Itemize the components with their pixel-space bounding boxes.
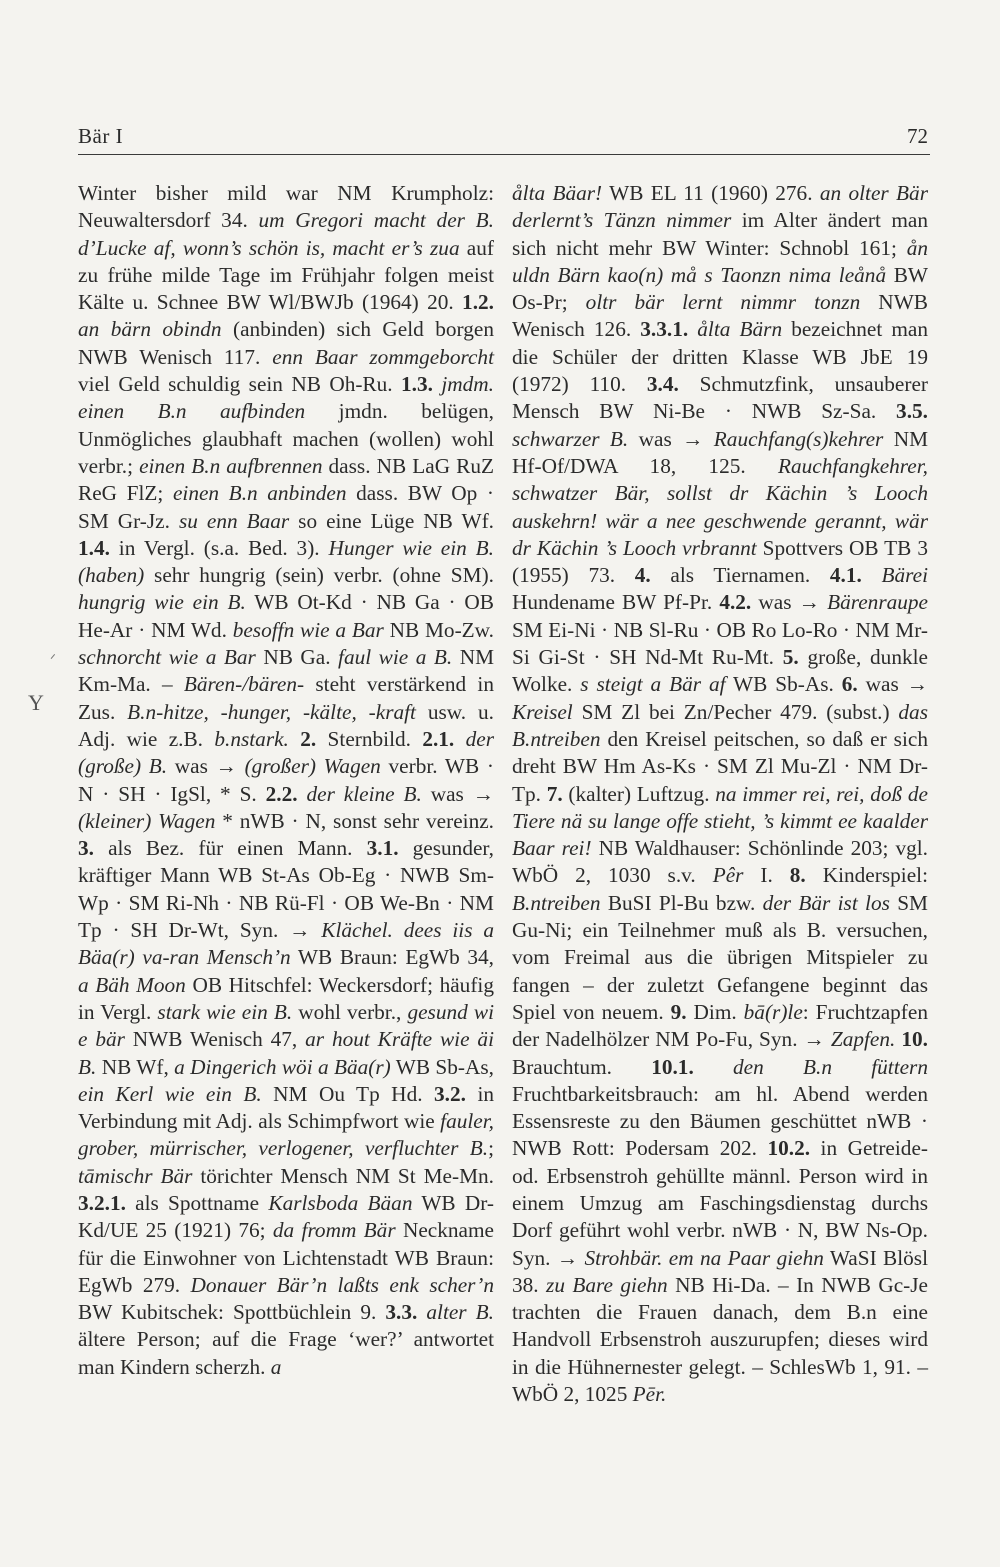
page-number: 72 [907, 124, 928, 148]
left-column-segment: 3.2. [434, 1081, 466, 1106]
left-column-segment: usw. u. Adj. wie z.B. [78, 699, 494, 751]
right-column-segment: 10. [901, 1027, 928, 1052]
left-column-segment: a [270, 1354, 282, 1379]
right-column-segment: das B.ntreiben [512, 699, 928, 751]
left-column-segment: 2.2. [265, 781, 298, 806]
left-column-segment: Klächel. dees iis a Bäa(r) va-ran Mensch’n [78, 918, 494, 970]
right-column-segment: Brauchtum. [512, 1054, 652, 1079]
right-column-segment: 4.1. [829, 563, 862, 588]
right-column-segment: Dim. [686, 999, 744, 1024]
left-column-segment: ein Kerl wie ein B. [78, 1081, 262, 1106]
margin-tick-mark: ᐟ [50, 653, 56, 668]
left-column-segment: NB Wf, [96, 1054, 175, 1079]
right-column-segment: zu Bare giehn [546, 1272, 668, 1297]
right-column-segment: im Alter ändert man sich nicht mehr BW Winter: Schnobl 161; [512, 208, 928, 260]
left-column-segment: (großer) Wagen [244, 754, 381, 779]
right-column-segment: bā(r)le [743, 999, 803, 1024]
left-column-segment: b.nstark. [214, 726, 289, 751]
right-column-segment: WaSI Blösl 38. [512, 1245, 929, 1297]
right-column-segment: WB Sb-As. [725, 672, 842, 697]
left-column-segment: gesund wi e bär [78, 999, 494, 1052]
right-column-segment: bezeichnet man die Schüler der dritten Klasse WB JbE 19 (1972) 110. [512, 317, 928, 397]
left-column-segment: Karlsboda Bäan [268, 1190, 413, 1215]
left-column-segment: 1.2. [462, 290, 494, 315]
left-column-segment: WB Dr-Kd/UE 25 (1921) 76; [78, 1190, 494, 1243]
right-column-segment: was → [751, 590, 828, 615]
right-column-segment: 10.2. [767, 1136, 811, 1161]
running-header [78, 124, 930, 155]
left-column-segment: einen B.n aufbrennen [139, 453, 323, 478]
left-column-segment: NWB Wenisch 47, [124, 1027, 306, 1052]
left-column-segment: fauler, grober, mürrischer, verlogener, verfluchter B. [78, 1109, 494, 1161]
right-column-segment: Zapfen. [830, 1027, 896, 1052]
left-column-segment: NB Ga. [255, 645, 339, 670]
left-column-segment: BW Kubitschek: Spottbüchlein 9. [78, 1300, 386, 1325]
left-column-segment: (anbinden) sich Geld borgen NWB Wenisch 117. [78, 317, 494, 369]
right-column-segment: Pêr [712, 863, 744, 888]
left-column-segment: 1.3. [401, 372, 433, 397]
left-column-segment: dass. BW Op · SM Gr-Jz. [78, 481, 495, 533]
right-column-segment: SM Ei-Ni · NB Sl-Ru · OB Ro Lo-Ro · NM Mr-Si Gi-St · SH Nd-Mt Ru-Mt. [512, 617, 928, 670]
left-column-segment: OB Hitschfel: Weckersdorf; häufig in Vergl. [78, 972, 494, 1024]
right-column-segment: SM Gu-Ni; ein Teilnehmer muß als B. versuchen, vom Freimal aus die übrigen Mitspieler zu fangen – der zuletzt Gefangene beginnt das Spiel von neuem. [512, 890, 928, 1024]
right-column-segment: NB Hi-Da. – In NWB Gc-Je trachten die Frauen danach, dem B.n eine Handvoll Erbsenstroh auszurupfen; dieses wird in die Hühnernester gelegt. – SchlesWb 1, 91. – WbÖ 2, 1025 [512, 1272, 928, 1407]
right-column-segment: was → [628, 426, 714, 451]
left-column-segment: in Vergl. (s.a. Bed. 3). [109, 535, 329, 560]
right-column-segment: was → [857, 672, 928, 697]
right-column-segment: 7. [546, 781, 563, 806]
left-column-segment: WB Sb-As, [390, 1054, 494, 1079]
left-column-segment: Sternbild. [316, 726, 423, 751]
left-column-segment: alter B. [426, 1300, 494, 1325]
right-column-segment: Kreisel [512, 699, 573, 724]
right-column-segment: Hundename BW Pf-Pr. [512, 590, 720, 615]
left-column-segment: an bärn obindn [78, 317, 222, 342]
left-column-segment: einen B.n anbinden [172, 481, 347, 506]
left-column-segment: sehr hungrig (sein) verbr. (ohne SM). [144, 563, 494, 588]
right-column-segment: NB Waldhauser: Schönlinde 203; vgl. WbÖ 2, 1030 s.v. [512, 836, 928, 888]
right-column-segment: : Fruchtzapfen der Nadelhölzer NM Po-Fu, Syn. → [512, 999, 928, 1052]
left-column-segment: wohl verbr., [292, 999, 408, 1024]
right-column-segment: oltr bär lernt nimmr tonzn [585, 290, 861, 315]
left-column-segment: schnorcht wie a Bar [78, 645, 256, 670]
right-column-segment: BuSI Pl-Bu bzw. [600, 890, 763, 915]
left-column-segment: als Bez. für einen Mann. [93, 836, 367, 861]
right-column-segment: Bärenraupe [827, 590, 929, 615]
left-column-segment [454, 727, 465, 751]
right-column-segment: (kalter) Luftzug. [562, 781, 716, 806]
right-column-segment: als Tiernamen. [650, 563, 830, 588]
left-column-segment: um Gregori macht der B. d’Lucke af, wonn’s schön is, macht er’s zua [78, 208, 494, 260]
left-column-segment: der (große) B. [78, 726, 494, 779]
left-column-segment: Hunger wie ein B. (haben) [78, 535, 495, 588]
right-column-segment [862, 563, 882, 587]
right-column-segment: BW Os-Pr; [512, 262, 928, 315]
right-column-text [512, 180, 928, 1408]
left-column-segment: stark wie ein B. [157, 999, 293, 1024]
left-column-segment: NB Mo-Zw. [383, 617, 494, 642]
left-column-segment: jmdm. einen B.n aufbinden [78, 372, 494, 424]
left-column-segment: NM Ou Tp Hd. [261, 1081, 435, 1106]
right-column-segment: NM Hf-Of/DWA 18, 125. [512, 426, 929, 478]
margin-cross-mark: Y [28, 690, 44, 715]
left-column-segment: was → [167, 754, 245, 779]
left-column-segment: faul wie a B. [338, 645, 453, 670]
left-column-segment: ; [488, 1136, 494, 1161]
left-column-text [78, 180, 494, 1381]
right-column-segment: Pēr. [632, 1382, 667, 1407]
entry-title: Bär I [78, 124, 124, 148]
right-column-segment: NWB Wenisch 126. [512, 290, 928, 342]
left-column-segment: Neckname für die Einwohner von Lichtenstadt WB Braun: EgWb 279. [78, 1218, 494, 1297]
right-column-segment: den B.n füttern [733, 1054, 928, 1079]
right-column-segment: ån uldn Bärn kao(n) må s Taonzn nima leånå [512, 235, 928, 287]
left-column-segment: NM Km-Ma. – [78, 645, 495, 697]
right-column-segment: den Kreisel peitschen, so daß er sich dreht BW Hm As-Ks · SM Zl Mu-Zl · NM Dr-Tp. [512, 726, 928, 806]
right-column-segment: 4.2. [719, 590, 752, 615]
right-column-segment: 3.3.1. [640, 317, 689, 342]
left-column-segment: a Dingerich wöi a Bäa(r) [174, 1054, 391, 1079]
left-column-segment: hungrig wie ein B. [78, 590, 246, 615]
right-column-segment: Kinderspiel: [805, 863, 928, 888]
left-column-segment: auf zu frühe milde Tage im Frühjahr folgen meist Kälte u. Schnee BW Wl/BWJb (1964) 20. [78, 235, 494, 315]
right-column-segment: große, dunkle Wolke. [512, 645, 928, 697]
left-column-segment: su enn Baar [178, 508, 290, 533]
right-column-segment: schwarzer B. [512, 426, 629, 451]
left-column-segment: 3.1. [366, 836, 399, 861]
right-column-segment: an olter Bär derlernt’s Tänzn nimmer [512, 181, 928, 233]
right-column-segment: Fruchtbarkeitsbrauch: am hl. Abend werden Essensreste zu den Bäumen geschüttet nWB · NWB Rott: Podersam 202. [512, 1081, 928, 1161]
left-column-segment: 3. [78, 836, 94, 861]
left-column-segment: tāmischr Bär [78, 1163, 193, 1188]
left-column-segment: 3.3. [385, 1300, 418, 1325]
right-column-segment: in Getreide- od. Erbsenstroh gehüllte männl. Person wird in einem Umzug am Faschingsdienstag durchs Dorf geführt wohl verbr. nWB · N, BW Ns-Op. Syn. → [512, 1136, 928, 1270]
left-column-segment: was → [421, 781, 494, 806]
right-column-segment [688, 317, 697, 341]
left-column-segment: WB Braun: EgWb 34, [290, 945, 494, 970]
left-column-segment: ältere Person; auf die Frage ‘wer?’ antwortet man Kindern scherzh. [78, 1327, 494, 1379]
left-column-segment: besoffn wie a Bar [232, 617, 384, 642]
left-column-segment: viel Geld schuldig sein NB Oh-Ru. [78, 372, 401, 397]
right-column-segment: 9. [670, 999, 687, 1024]
right-column-segment: I. [743, 863, 790, 888]
left-column-segment: 3.2.1. [78, 1190, 126, 1215]
left-column-segment: der kleine B. [306, 781, 422, 806]
right-column-segment: WB EL 11 (1960) 276. [602, 181, 820, 205]
right-column-segment: Spottvers OB TB 3 (1955) 73. [512, 535, 928, 588]
right-column-segment: 3.5. [896, 399, 928, 424]
left-column-segment: jmdn. belügen, Unmögliches glaubhaft machen (wollen) wohl verbr.; [78, 399, 494, 478]
left-column-segment: dass. NB LaG RuZ ReG FlZ; [78, 453, 494, 506]
left-column-segment: so eine Lüge NB Wf. [289, 508, 494, 533]
left-column-segment: ar hout Kräfte wie äi B. [78, 1027, 494, 1079]
right-column-segment: Rauchfang(s)kehrer [713, 426, 884, 451]
left-column-segment: steht verstärkend in Zus. [78, 672, 494, 724]
left-column-segment: Donauer Bär’n laßts enk scher’n [190, 1272, 495, 1297]
right-column-segment: ålta Bärn [697, 317, 783, 342]
left-column-segment: a Bäh Moon [78, 972, 186, 997]
right-column-segment: Bärei [881, 563, 928, 588]
right-column-segment: 6. [841, 672, 858, 697]
right-column-segment: 3.4. [646, 372, 679, 397]
left-column-segment [289, 727, 300, 751]
left-column-segment: 2. [300, 726, 317, 751]
left-column-segment: B.n-hitze, -hunger, -kälte, -kraft [127, 699, 416, 724]
left-column-segment: törichter Mensch NM St Me-Mn. [192, 1163, 495, 1188]
right-column-segment: Strohbär. em na Paar giehn [584, 1245, 824, 1270]
right-column-segment: SM Zl bei Zn/Pecher 479. (subst.) [572, 699, 899, 724]
left-column-segment: in Verbindung mit Adj. als Schimpfwort wie [78, 1081, 495, 1134]
left-column-segment: verbr. WB · N · SH · IgSl, * S. [78, 754, 495, 806]
right-column-segment: 4. [634, 563, 651, 588]
left-column-segment: (kleiner) Wagen [78, 808, 216, 833]
left-column-segment: Bären-/bären- [183, 672, 305, 697]
right-column-segment: Schmutzfink, unsauberer Mensch BW Ni-Be · NWB Sz-Sa. [512, 372, 928, 424]
right-column-segment: der Bär ist los [762, 890, 890, 915]
right-column-segment: ålta Bäar! [512, 181, 603, 205]
left-column-segment: 2.1. [422, 726, 455, 751]
left-column-segment: 1.4. [78, 535, 110, 560]
right-column-segment: B.ntreiben [512, 890, 601, 915]
right-column-segment: s steigt a Bär af [580, 672, 726, 697]
left-column-segment: da fromm Bär [272, 1218, 396, 1243]
right-column-segment: Rauchfangkehrer, schwatzer Bär, sollst dr Kächin ’s Looch auskehrn! wär a nee geschwende gerannt, wär dr Kächin ’s Looch vrbrannt [512, 453, 928, 560]
left-column-segment: enn Baar zommgeborcht [272, 344, 494, 369]
right-column-segment: 5. [782, 645, 799, 670]
left-column-segment: * nWB · N, sonst sehr vereinz. [215, 808, 494, 833]
right-column-segment: 10.1. [651, 1054, 694, 1079]
left-column-segment: WB Ot-Kd · NB Ga · OB He-Ar · NM Wd. [78, 590, 494, 642]
left-column-segment: als Spottname [125, 1190, 269, 1215]
left-column-segment: gesunder, kräftiger Mann WB St-As Ob-Eg · NWB Sm-Wp · SM Ri-Nh · NB Rü-Fl · OB We-Bn · NM Tp · SH Dr-Wt, Syn. → [78, 836, 494, 943]
right-column-segment: 8. [789, 863, 806, 888]
right-column-segment: na immer rei, rei, doß de Tiere nä su lange offe stieht, ’s kimmt ee kaalder Baar rei! [512, 781, 928, 861]
right-column-segment [694, 1055, 733, 1079]
left-column-segment: Winter bisher mild war NM Krumpholz: Neuwaltersdorf 34. [78, 181, 494, 233]
